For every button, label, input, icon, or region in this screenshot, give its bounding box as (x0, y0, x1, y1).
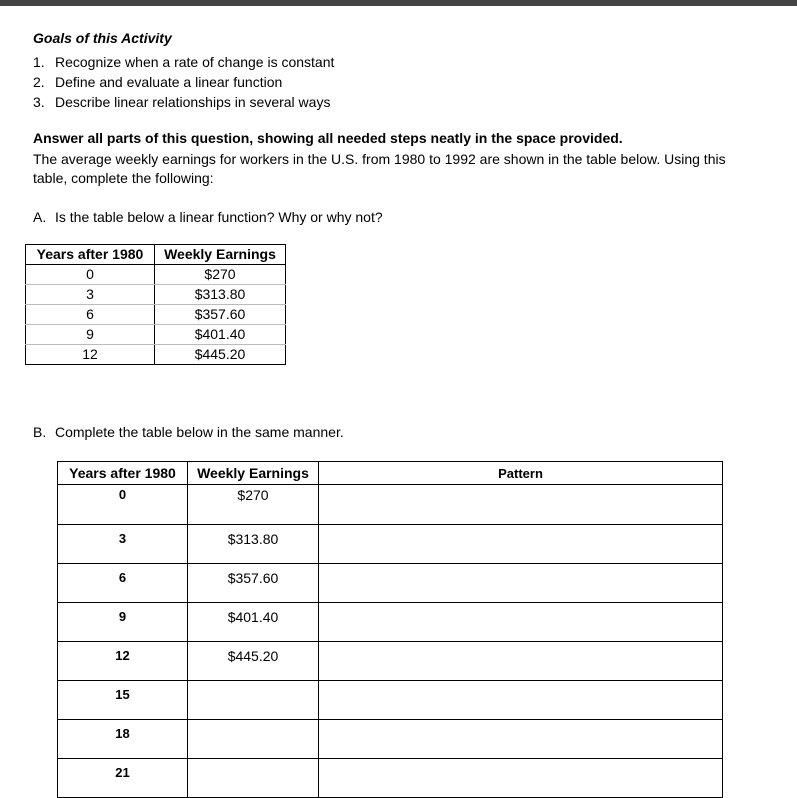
pattern-cell[interactable] (319, 642, 723, 681)
table-row (26, 265, 286, 285)
table-row (58, 603, 723, 642)
goal-item (33, 72, 334, 92)
years-cell: 0 (26, 265, 155, 285)
earnings-cell[interactable]: $401.40 (188, 603, 319, 642)
years-cell: 3 (26, 285, 155, 305)
earnings-cell: $401.40 (155, 325, 286, 345)
table-header-pattern: Pattern (319, 462, 723, 485)
table-row (58, 485, 723, 525)
table-row (58, 720, 723, 759)
goal-text: Recognize when a rate of change is constant (55, 54, 335, 70)
table-header-years: Years after 1980 (26, 245, 155, 265)
table-row (26, 305, 286, 325)
years-cell: 15 (58, 681, 188, 720)
table-header-earnings: Weekly Earnings (188, 462, 319, 485)
pattern-cell[interactable] (319, 525, 723, 564)
pattern-table (57, 461, 723, 798)
years-cell: 12 (58, 642, 188, 681)
part-b-text: Complete the table below in the same manner. (55, 424, 344, 440)
goals-list (33, 52, 334, 112)
table-header-years: Years after 1980 (58, 462, 188, 485)
years-cell: 9 (26, 325, 155, 345)
earnings-cell[interactable] (188, 720, 319, 759)
years-cell: 21 (58, 759, 188, 798)
part-a-text: Is the table below a linear function? Why or why not? (55, 209, 383, 225)
table-row (58, 681, 723, 720)
instructions-bold: Answer all parts of this question, showing all needed steps neatly in the space provided. (33, 130, 623, 146)
years-cell: 6 (26, 305, 155, 325)
years-cell: 0 (58, 485, 188, 525)
years-cell: 12 (26, 345, 155, 365)
earnings-cell: $313.80 (155, 285, 286, 305)
earnings-cell[interactable] (188, 759, 319, 798)
part-a-letter: A. (33, 209, 47, 225)
table-row (26, 325, 286, 345)
part-a-question (33, 209, 383, 225)
earnings-cell: $357.60 (155, 305, 286, 325)
earnings-cell[interactable]: $445.20 (188, 642, 319, 681)
goal-item (33, 52, 334, 72)
years-cell: 6 (58, 564, 188, 603)
part-b-question (33, 424, 344, 440)
goal-text: Describe linear relationships in several ways (55, 94, 331, 110)
earnings-cell[interactable]: $357.60 (188, 564, 319, 603)
page-top-border (0, 0, 797, 6)
table-row (58, 642, 723, 681)
earnings-table (25, 244, 286, 365)
part-b-letter: B. (33, 424, 47, 440)
years-cell: 9 (58, 603, 188, 642)
table-row (26, 345, 286, 365)
table-row (58, 564, 723, 603)
pattern-cell[interactable] (319, 720, 723, 759)
table-row (58, 759, 723, 798)
earnings-cell[interactable] (188, 681, 319, 720)
earnings-cell: $270 (155, 265, 286, 285)
pattern-cell[interactable] (319, 681, 723, 720)
earnings-cell[interactable]: $313.80 (188, 525, 319, 564)
goal-number: 1. (33, 54, 45, 70)
table-header-earnings: Weekly Earnings (155, 245, 286, 265)
goal-number: 3. (33, 94, 45, 110)
question-prompt: The average weekly earnings for workers in the U.S. from 1980 to 1992 are shown in the table below. Using this table, complete the following: (33, 151, 726, 186)
years-cell: 3 (58, 525, 188, 564)
table-row (58, 525, 723, 564)
goal-number: 2. (33, 74, 45, 90)
earnings-cell: $445.20 (155, 345, 286, 365)
years-cell: 18 (58, 720, 188, 759)
goal-text: Define and evaluate a linear function (55, 74, 283, 90)
goal-item (33, 92, 334, 112)
pattern-cell[interactable] (319, 759, 723, 798)
goals-title: Goals of this Activity (33, 30, 172, 46)
earnings-cell[interactable]: $270 (188, 485, 319, 525)
pattern-cell[interactable] (319, 603, 723, 642)
pattern-cell[interactable] (319, 564, 723, 603)
table-row (26, 285, 286, 305)
pattern-cell[interactable] (319, 485, 723, 525)
